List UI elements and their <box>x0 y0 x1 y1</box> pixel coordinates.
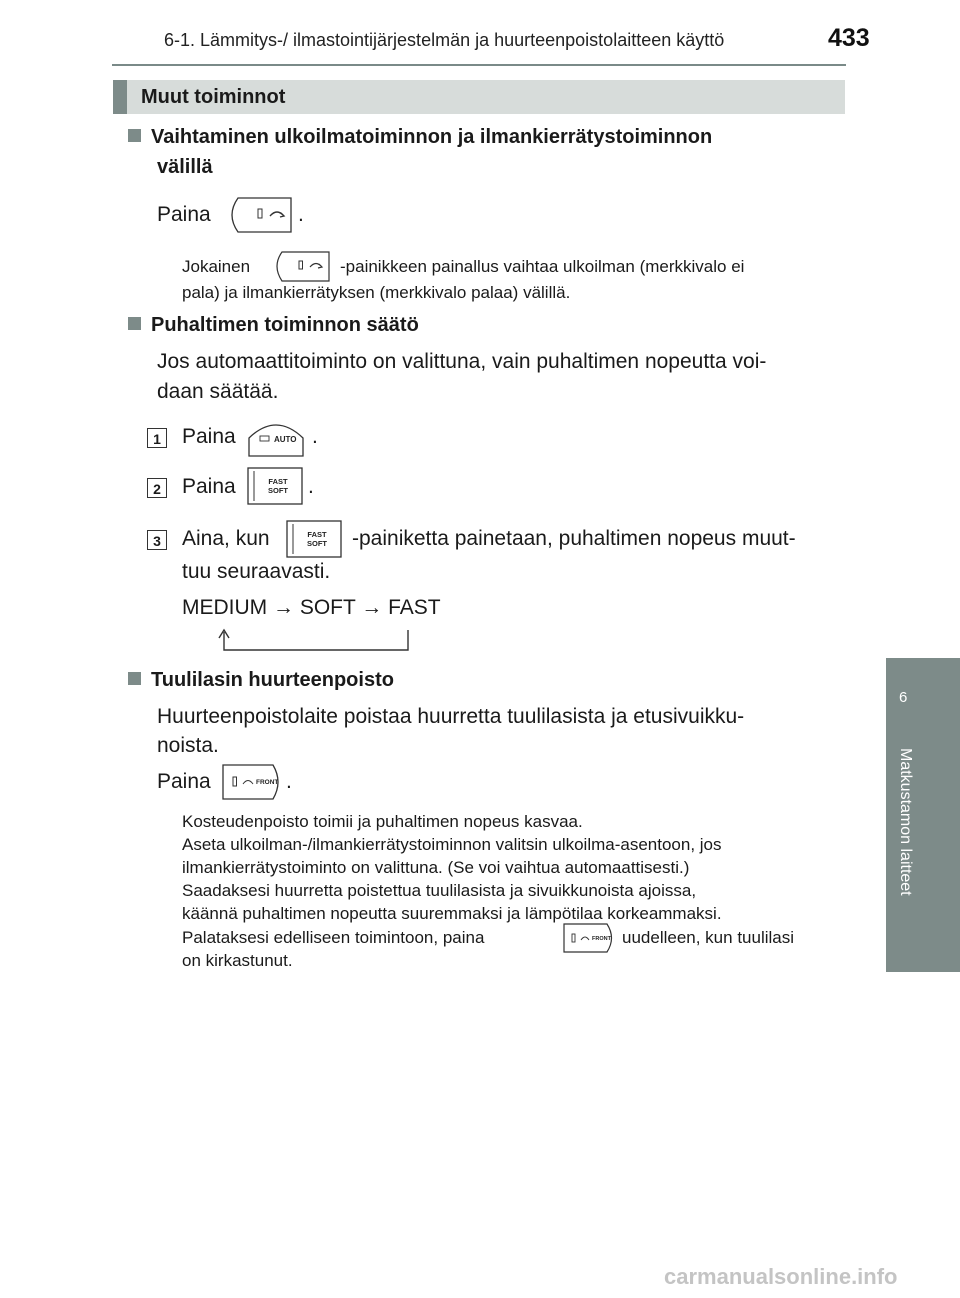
defrost-note-4: Saadaksesi huurretta poistettua tuulilasista ja sivuikkunoista ajoissa, <box>182 881 697 900</box>
step-1-prefix: Paina <box>182 425 236 448</box>
auto-button-icon <box>246 416 306 458</box>
fast-label: FAST <box>268 477 288 486</box>
step-number-3: 3 <box>147 530 167 550</box>
square-bullet-icon <box>128 672 141 685</box>
step-number-2: 2 <box>147 478 167 498</box>
recirculation-button-icon <box>224 196 294 234</box>
press-suffix-1: . <box>298 203 304 226</box>
defrost-intro-line2: noista. <box>157 734 219 757</box>
fan-intro-line2: daan säätää. <box>157 380 279 403</box>
defrost-note-6-prefix: Palataksesi edelliseen toimintoon, paina <box>182 928 485 947</box>
front-label-small: FRONT <box>592 936 611 942</box>
subheading-recirculation-line2: välillä <box>157 156 213 178</box>
fan-speed-cycle: MEDIUM → SOFT → FAST <box>182 596 441 619</box>
chapter-label: Matkustamon laitteet <box>897 748 914 896</box>
step-1-suffix: . <box>312 425 318 448</box>
defrost-intro-line1: Huurteenpoistolaite poistaa huurretta tuulilasista ja etusivuikku- <box>157 705 745 728</box>
section-title: Muut toiminnot <box>141 86 286 108</box>
running-head: 6-1. Lämmitys-/ ilmastointijärjestelmän ja huurteenpoistolaitteen käyttö <box>164 30 725 50</box>
step-3-prefix: Aina, kun <box>182 527 270 550</box>
note-recirc-line2: pala) ja ilmankierrätyksen (merkkivalo palaa) välillä. <box>182 283 571 302</box>
fast-soft-button-icon <box>246 466 304 506</box>
step-3-line2: tuu seuraavasti. <box>182 560 331 583</box>
section-heading <box>113 80 845 114</box>
soft-label: SOFT <box>268 486 288 495</box>
page-number: 433 <box>828 24 870 52</box>
chapter-number: 6 <box>899 689 908 706</box>
square-bullet-icon <box>128 317 141 330</box>
subheading-recirculation: Vaihtaminen ulkoilmatoiminnon ja ilmankierrätystoiminnon <box>128 126 838 149</box>
step-2-suffix: . <box>308 475 314 498</box>
defrost-note-6-line2: on kirkastunut. <box>182 951 293 970</box>
defrost-note-1: Kosteudenpoisto toimii ja puhaltimen nopeus kasvaa. <box>182 812 583 831</box>
square-bullet-icon <box>128 129 141 142</box>
step-2-prefix: Paina <box>182 475 236 498</box>
front-defrost-button-icon <box>221 763 283 801</box>
fan-intro-line1: Jos automaattitoiminto on valittuna, vain puhaltimen nopeutta voi- <box>157 350 767 373</box>
defrost-press-prefix: Paina <box>157 770 211 793</box>
step-3-suffix: -painiketta painetaan, puhaltimen nopeus muut- <box>352 527 796 550</box>
subheading-defrost: Tuulilasin huurteenpoisto <box>128 669 394 692</box>
defrost-note-2: Aseta ulkoilman-/ilmankierrätystoiminnon valitsin ulkoilma-asentoon, jos <box>182 835 722 854</box>
defrost-note-5: käännä puhaltimen nopeutta suuremmaksi ja lämpötilaa korkeammaksi. <box>182 904 722 923</box>
defrost-note-3: ilmankierrätystoiminto on valittuna. (Se voi vaihtua automaattisesti.) <box>182 858 690 877</box>
recirculation-button-icon-small <box>270 250 332 283</box>
watermark: carmanualsonline.info <box>664 1264 898 1289</box>
note-recirc-prefix: Jokainen <box>182 257 251 276</box>
defrost-note-6-suffix: uudelleen, kun tuulilasi <box>622 928 795 947</box>
auto-button-label: AUTO <box>274 435 297 444</box>
cycle-return-arrow-icon <box>212 626 414 654</box>
note-recirc-suffix: -painikkeen painallus vaihtaa ulkoilman (merkkivalo ei <box>340 257 745 276</box>
front-defrost-button-icon-small <box>562 922 616 954</box>
press-instruction-1: Paina <box>157 203 211 226</box>
subheading-fan: Puhaltimen toiminnon säätö <box>128 314 419 337</box>
header-rule <box>112 64 846 66</box>
fast-soft-button-icon-2 <box>285 519 343 559</box>
soft-label-2: SOFT <box>307 539 327 548</box>
fast-label-2: FAST <box>307 530 327 539</box>
step-number-1: 1 <box>147 428 167 448</box>
defrost-press-suffix: . <box>286 770 292 793</box>
front-label: FRONT <box>256 779 279 786</box>
